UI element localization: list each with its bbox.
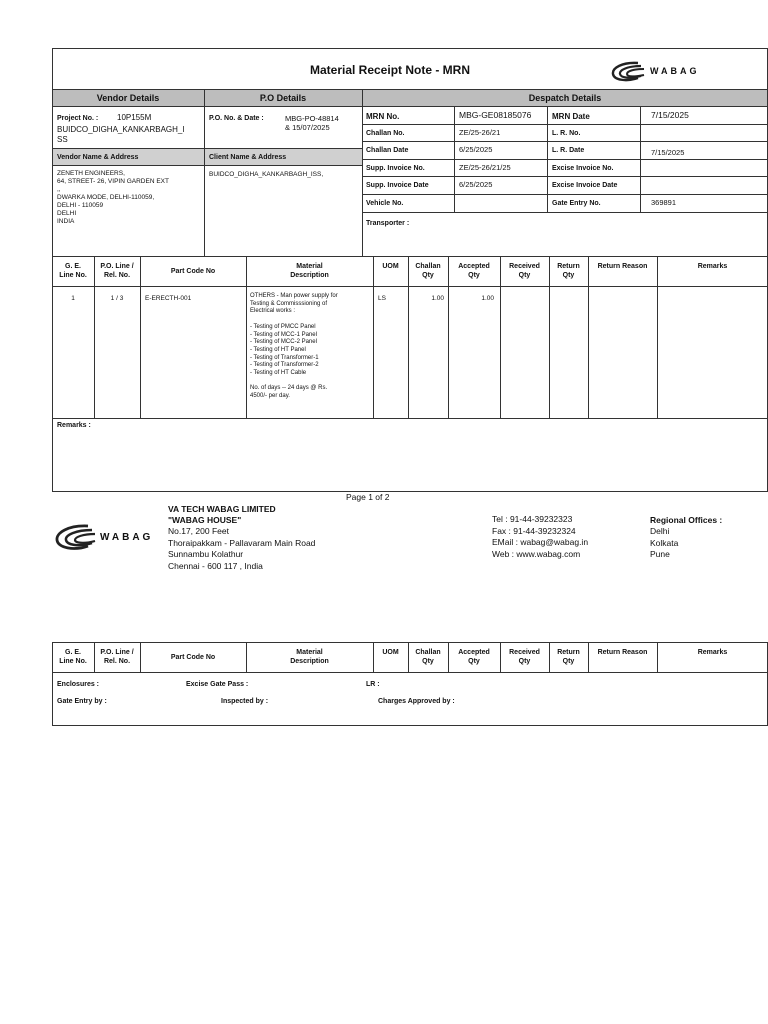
- p2-col-uom: UOM: [382, 649, 399, 656]
- regional-offices-label: Regional Offices :: [650, 515, 723, 525]
- challan-no-value: ZE/25-26/21: [459, 128, 501, 137]
- col-challan-qty: Challan Qty: [415, 263, 441, 279]
- mrn-no-label: MRN No.: [366, 112, 400, 121]
- company-house: "WABAG HOUSE": [168, 515, 242, 525]
- wabag-footer-logo-text: WABAG: [100, 532, 154, 543]
- p2-col-remarks: Remarks: [697, 649, 728, 656]
- p2-col-ge-line: G. E. Line No.: [59, 649, 87, 665]
- lr-label: LR :: [366, 681, 380, 688]
- vendor-address: ZENETH ENGINEERS, 64, STREET- 26, VIPIN GARDEN EXT ,, DWARKA MODE, DELHI-110059, DELHI - 110059 DELHI INDIA: [57, 170, 169, 225]
- col-material-description: Material Description: [290, 263, 329, 279]
- p2-col-return-qty: Return Qty: [557, 649, 580, 665]
- despatch-details-header: Despatch Details: [528, 93, 602, 103]
- col-return-reason: Return Reason: [597, 263, 648, 270]
- p2-col-po-line: P.O. Line / Rel. No.: [100, 649, 134, 665]
- col-remarks: Remarks: [697, 263, 728, 270]
- p2-col-received-qty: Received Qty: [509, 649, 540, 665]
- mrn-date-value: 7/15/2025: [651, 110, 689, 120]
- document-title: Material Receipt Note - MRN: [309, 63, 471, 77]
- po-line-value: 1 / 3: [110, 295, 124, 302]
- col-accepted-qty: Accepted Qty: [458, 263, 490, 279]
- vehicle-no-label: Vehicle No.: [366, 200, 404, 207]
- company-name: VA TECH WABAG LIMITED: [168, 504, 276, 514]
- challan-qty-value: 1.00: [431, 295, 444, 302]
- p2-col-challan-qty: Challan Qty: [415, 649, 441, 665]
- company-contacts: Tel : 91-44-39232323 Fax : 91-44-39232324 EMail : wabag@wabag.in Web : www.wabag.com: [492, 514, 589, 559]
- p2-col-return-reason: Return Reason: [597, 649, 648, 656]
- enclosures-label: Enclosures :: [57, 681, 100, 688]
- company-address: No.17, 200 Feet Thoraipakkam - Pallavaram Main Road Sunnambu Kolathur Chennai - 600 117 , India: [168, 526, 316, 571]
- p2-col-accepted-qty: Accepted Qty: [458, 649, 490, 665]
- client-name-label: Client Name & Address: [209, 154, 287, 161]
- p2-col-material-description: Material Description: [290, 649, 329, 665]
- project-no-label: Project No. :: [57, 115, 99, 122]
- col-return-qty: Return Qty: [557, 263, 580, 279]
- challan-date-value: 6/25/2025: [459, 145, 493, 154]
- remarks-label: Remarks :: [57, 422, 91, 429]
- challan-date-label: Challan Date: [366, 147, 409, 154]
- lr-date-value: 7/15/2025: [651, 148, 685, 157]
- lr-no-label: L. R. No.: [552, 130, 581, 137]
- gate-entry-by-label: Gate Entry by :: [57, 698, 107, 705]
- client-address: BUIDCO_DIGHA_KANKARBAGH_ISS,: [209, 171, 324, 178]
- project-no-value: 10P155M: [117, 113, 152, 122]
- uom-value: LS: [378, 295, 386, 302]
- excise-invoice-no-label: Excise Invoice No.: [552, 165, 614, 172]
- wabag-logo-text: WABAG: [650, 66, 700, 76]
- po-details-header: P.O Details: [259, 93, 307, 103]
- supp-invoice-date-value: 6/25/2025: [459, 180, 493, 189]
- excise-invoice-date-label: Excise Invoice Date: [552, 182, 618, 189]
- lr-date-label: L. R. Date: [552, 147, 585, 154]
- gate-entry-no-value: 369891: [651, 198, 677, 207]
- part-code-value: E-ERECTH-001: [145, 295, 192, 302]
- mrn-no-value: MBG-GE08185076: [459, 110, 532, 120]
- gate-entry-no-label: Gate Entry No.: [552, 200, 601, 207]
- vendor-details-header: Vendor Details: [96, 93, 160, 103]
- supp-invoice-no-value: ZE/25-26/21/25: [459, 163, 511, 172]
- mrn-date-label: MRN Date: [552, 112, 590, 121]
- col-ge-line: G. E. Line No.: [59, 263, 87, 279]
- project-name: BUIDCO_DIGHA_KANKARBAGH_I SS: [57, 125, 185, 144]
- material-description-value: OTHERS - Man power supply for Testing & Commisssioning of Electrical works : - Testing of PMCC Panel - Testing of MCC-1 Panel - Testing of MCC-2 Panel - Testing of HT Panel - Testing of Transformer-1 - Testing of Transformer-2 - Testing of HT Cable No. of days -- 24 days @ Rs. 4500/- per day.: [250, 293, 338, 400]
- excise-gate-pass-label: Excise Gate Pass :: [186, 681, 249, 688]
- supp-invoice-date-label: Supp. Invoice Date: [366, 182, 429, 189]
- supp-invoice-no-label: Supp. Invoice No.: [366, 165, 425, 172]
- col-po-line: P.O. Line / Rel. No.: [100, 263, 134, 279]
- transporter-label: Transporter :: [366, 220, 410, 227]
- wabag-swirl-icon: [608, 60, 648, 84]
- wabag-footer-swirl-icon: [52, 523, 98, 553]
- p2-col-part-code: Part Code No: [170, 654, 216, 661]
- col-part-code: Part Code No: [170, 268, 216, 275]
- po-no-label: P.O. No. & Date :: [209, 115, 264, 122]
- charges-approved-by-label: Charges Approved by :: [378, 698, 455, 705]
- po-no-value: MBG-PO-48814 & 15/07/2025: [285, 114, 339, 132]
- page-number: Page 1 of 2: [346, 492, 390, 502]
- regional-offices-list: Delhi Kolkata Pune: [650, 526, 679, 559]
- wabag-logo: [608, 60, 708, 84]
- col-uom: UOM: [382, 263, 399, 270]
- inspected-by-label: Inspected by :: [221, 698, 269, 705]
- vendor-name-label: Vendor Name & Address: [57, 154, 139, 161]
- accepted-qty-value: 1.00: [481, 295, 494, 302]
- wabag-footer-logo: [52, 523, 162, 553]
- col-received-qty: Received Qty: [509, 263, 540, 279]
- ge-line-value: 1: [71, 295, 75, 302]
- challan-no-label: Challan No.: [366, 130, 405, 137]
